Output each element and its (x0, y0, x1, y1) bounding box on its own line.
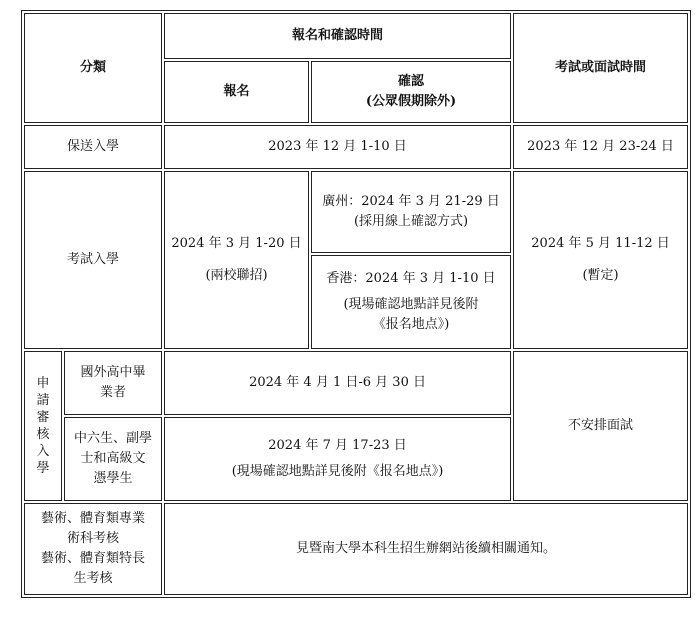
form6-students-date-cell (164, 417, 511, 501)
foreign-hs-graduates-date: 2024 年 4 月 1 日-6 月 30 日 (164, 351, 511, 415)
exam-admission-exam-date: 2024 年 5 月 11-12 日 (531, 236, 670, 251)
hongkong-confirm-cell (311, 255, 511, 349)
exam-admission-exam-note: (暫定) (582, 268, 619, 283)
recommended-reg-confirm: 2023 年 12 月 1-10 日 (164, 125, 511, 169)
header-category: 分類 (24, 13, 162, 123)
header-confirmation-cell (311, 61, 511, 123)
hongkong-confirm-date: 香港：2024 年 3 月 1-10 日 (326, 271, 496, 286)
hongkong-confirm-note-1: (現場確認地點詳見後附 (343, 297, 479, 312)
guangzhou-confirm-cell (311, 171, 511, 253)
row-label-arts-sports: 藝術、體育類專業 術科考核 藝術、體育類特長 生考核 (24, 503, 162, 595)
guangzhou-confirm-date: 廣州：2024 年 3 月 21-29 日 (322, 194, 500, 209)
header-confirmation-note: (公眾假期除外) (365, 94, 457, 109)
header-confirmation: 確認 (398, 74, 425, 89)
exam-admission-registration-cell (164, 171, 309, 349)
exam-admission-registration-date: 2024 年 3 月 1-20 日 (171, 236, 302, 251)
row-label-recommended: 保送入學 (24, 125, 162, 169)
form6-students-date: 2024 年 7 月 17-23 日 (268, 438, 407, 453)
guangzhou-confirm-note: (採用線上確認方式) (353, 214, 469, 229)
recommended-exam: 2023 年 12 月 23-24 日 (513, 125, 688, 169)
admission-schedule (21, 10, 691, 598)
header-reg-confirm-time: 報名和確認時間 (164, 13, 511, 59)
form6-students-label: 中六生、副學 士和高級文 憑學生 (64, 417, 162, 501)
header-exam-time: 考試或面試時間 (513, 13, 688, 123)
header-registration: 報名 (164, 61, 309, 123)
arts-sports-notice: 見暨南大學本科生招生辦網站後續相關通知。 (164, 503, 688, 595)
row-label-application-review: 申 請 審 核 入 學 (24, 351, 62, 501)
row-label-exam-admission: 考試入學 (24, 171, 162, 349)
foreign-hs-graduates-label: 國外高中畢 業者 (64, 351, 162, 415)
exam-admission-exam-cell (513, 171, 688, 349)
exam-admission-registration-note: (兩校聯招) (205, 268, 268, 283)
form6-students-note: (現場確認地點詳見後附《报名地点》) (231, 464, 444, 479)
application-review-exam: 不安排面試 (513, 351, 688, 501)
hongkong-confirm-note-2: 《报名地点》) (372, 317, 450, 332)
schedule-table (21, 10, 691, 598)
